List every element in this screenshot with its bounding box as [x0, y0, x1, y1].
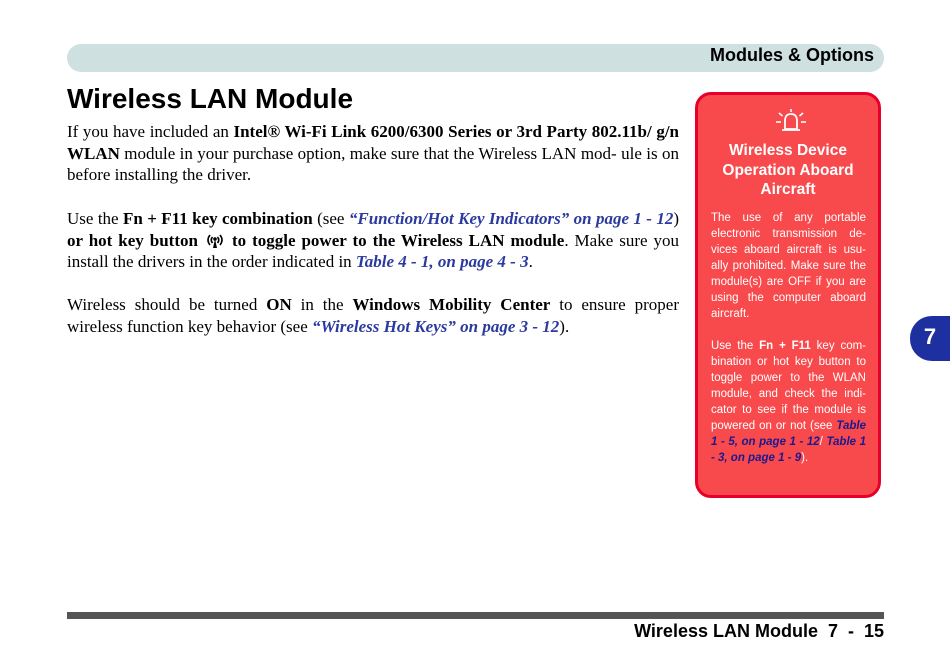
- paragraph-hotkey: [67, 208, 679, 273]
- on-text: ON: [266, 295, 292, 314]
- text: ).: [801, 452, 809, 464]
- hotkey-button-text: or hot key button: [67, 230, 198, 250]
- sidebar-warning-box: [695, 92, 881, 498]
- page-title: Wireless LAN Module: [67, 83, 354, 114]
- table-1-3-link[interactable]: Table 1 - 3, on page 1 - 9: [711, 436, 867, 464]
- text: Wireless should be turned: [67, 295, 267, 314]
- wireless-hot-keys-link[interactable]: “Wireless Hot Keys” on page 3 - 12: [312, 316, 560, 336]
- table-link[interactable]: Table 4 - 1, on page 4 - 3: [355, 252, 529, 271]
- text: .: [528, 252, 533, 271]
- footer-rule: [67, 612, 884, 619]
- text: Use the: [67, 209, 123, 228]
- chapter-tab[interactable]: [910, 316, 950, 361]
- footer-page-label: Wireless LAN Module 7 - 15: [634, 621, 884, 641]
- paragraph-intro: [67, 121, 679, 186]
- text: /: [819, 436, 827, 448]
- text: If you have included an: [67, 122, 234, 141]
- table-1-5-link[interactable]: Table 1 - 5, on page 1 - 12: [711, 420, 866, 448]
- text: to ensure proper wireless function key behavior (see: [67, 295, 679, 336]
- hotkey-indicators-link[interactable]: “Function/Hot Key Indicators” on page 1 - 12: [348, 209, 674, 228]
- text: ).: [559, 316, 570, 336]
- key-combination: Fn + F11: [759, 340, 811, 352]
- text: . Make sure you install the drivers in the order indicated in: [67, 230, 680, 271]
- alarm-bell-icon: [774, 109, 808, 135]
- header-section-title: Modules & Options: [710, 45, 874, 65]
- chapter-number: 7: [923, 324, 937, 349]
- text: module in your purchase option, make sure that the Wireless LAN mod- ule is on before installing the driver.: [67, 143, 679, 184]
- mobility-center-text: Windows Mobility Center: [352, 295, 551, 314]
- sidebar-paragraph-1: The use of any portable electronic transmission de- vices aboard aircraft is usu- ally prohibited. Make sure the module(s) are OFF if you are using the computer aboard aircraft.: [711, 212, 866, 320]
- text: (see: [312, 209, 349, 228]
- wireless-antenna-icon: [204, 232, 226, 248]
- text: ): [673, 209, 679, 228]
- text: in the: [291, 295, 353, 314]
- module-name: Intel® Wi-Fi Link 6200/6300 Series or 3rd Party 802.11b/ g/n WLAN: [67, 122, 680, 163]
- key-combination: Fn + F11 key combination: [122, 209, 313, 228]
- text: Use the: [711, 340, 760, 352]
- text: key com- bination or hot key button to toggle power to the WLAN module, and check the indi- cator to see if the module is powered on or not (see: [711, 340, 866, 432]
- toggle-power-text: to toggle power to the Wireless LAN module: [231, 230, 565, 250]
- paragraph-mobility-center: [67, 294, 679, 337]
- sidebar-paragraph-2: [711, 338, 866, 466]
- sidebar-title: Wireless Device Operation Aboard Aircraft: [722, 142, 854, 198]
